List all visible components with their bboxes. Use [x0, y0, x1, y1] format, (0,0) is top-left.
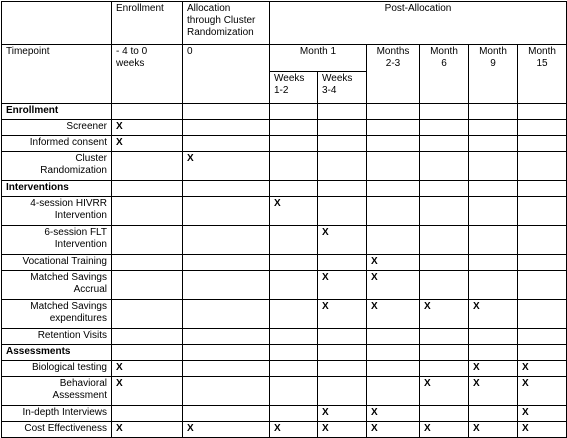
empty-cell: [270, 181, 318, 197]
empty-cell: [420, 271, 469, 300]
empty-cell: [420, 136, 469, 152]
empty-cell: [270, 152, 318, 181]
empty-cell: [112, 104, 183, 120]
empty-cell: [367, 197, 420, 226]
empty-cell: [318, 361, 367, 377]
empty-cell: [367, 136, 420, 152]
empty-cell: [518, 329, 567, 345]
activity-label: Matched Savings expenditures: [2, 300, 112, 329]
empty-cell: [367, 377, 420, 406]
check-mark: X: [469, 361, 518, 377]
activity-row: [2, 406, 567, 422]
timepoint-enrollment: - 4 to 0 weeks: [112, 45, 183, 104]
empty-cell: [420, 329, 469, 345]
empty-cell: [112, 271, 183, 300]
empty-cell: [420, 197, 469, 226]
empty-cell: [183, 226, 270, 255]
header-row: [2, 2, 567, 45]
activity-row: [2, 152, 567, 181]
activity-label: 6-session FLT Intervention: [2, 226, 112, 255]
activity-label: Behavioral Assessment: [2, 377, 112, 406]
empty-cell: [518, 152, 567, 181]
empty-cell: [318, 136, 367, 152]
empty-cell: [518, 345, 567, 361]
section-row: [2, 104, 567, 120]
empty-cell: [112, 329, 183, 345]
empty-cell: [183, 104, 270, 120]
empty-cell: [420, 152, 469, 181]
empty-cell: [270, 406, 318, 422]
empty-cell: [318, 104, 367, 120]
section-label: Interventions: [2, 181, 112, 197]
activity-row: [2, 136, 567, 152]
timepoint-row: [2, 45, 567, 72]
empty-cell: [183, 197, 270, 226]
empty-cell: [518, 197, 567, 226]
empty-cell: [518, 136, 567, 152]
empty-cell: [318, 255, 367, 271]
section-label: Assessments: [2, 345, 112, 361]
empty-cell: [183, 406, 270, 422]
check-mark: X: [367, 422, 420, 438]
timepoint-month-6: Month 6: [420, 45, 469, 104]
check-mark: X: [420, 377, 469, 406]
empty-cell: [469, 152, 518, 181]
activity-label: Informed consent: [2, 136, 112, 152]
empty-cell: [318, 120, 367, 136]
empty-cell: [469, 329, 518, 345]
empty-cell: [367, 361, 420, 377]
check-mark: X: [367, 300, 420, 329]
check-mark: X: [469, 422, 518, 438]
empty-cell: [183, 181, 270, 197]
activity-row: [2, 120, 567, 136]
activity-row: [2, 361, 567, 377]
empty-cell: [183, 271, 270, 300]
empty-cell: [367, 345, 420, 361]
empty-cell: [367, 226, 420, 255]
header-allocation: Allocation through Cluster Randomization: [183, 2, 270, 45]
section-label: Enrollment: [2, 104, 112, 120]
empty-cell: [469, 226, 518, 255]
empty-cell: [469, 136, 518, 152]
activity-row: [2, 197, 567, 226]
check-mark: X: [318, 271, 367, 300]
check-mark: X: [112, 136, 183, 152]
empty-cell: [318, 345, 367, 361]
header-post-allocation: Post-Allocation: [270, 2, 567, 45]
empty-cell: [183, 377, 270, 406]
empty-cell: [469, 120, 518, 136]
empty-cell: [420, 104, 469, 120]
empty-cell: [420, 345, 469, 361]
activity-label: Screener: [2, 120, 112, 136]
empty-cell: [270, 255, 318, 271]
empty-cell: [112, 300, 183, 329]
check-mark: X: [318, 406, 367, 422]
check-mark: X: [112, 422, 183, 438]
schedule-table: [1, 1, 567, 438]
empty-cell: [469, 255, 518, 271]
empty-cell: [270, 104, 318, 120]
empty-cell: [318, 197, 367, 226]
check-mark: X: [112, 377, 183, 406]
activity-row: [2, 300, 567, 329]
check-mark: X: [518, 422, 567, 438]
activity-row: [2, 329, 567, 345]
activity-label: Vocational Training: [2, 255, 112, 271]
empty-cell: [518, 104, 567, 120]
empty-cell: [469, 197, 518, 226]
empty-cell: [270, 345, 318, 361]
activity-label: Biological testing: [2, 361, 112, 377]
check-mark: X: [112, 120, 183, 136]
section-row: [2, 345, 567, 361]
timepoint-months-2-3: Months 2-3: [367, 45, 420, 104]
activity-label: In-depth Interviews: [2, 406, 112, 422]
empty-cell: [270, 377, 318, 406]
empty-cell: [270, 226, 318, 255]
check-mark: X: [270, 422, 318, 438]
check-mark: X: [367, 406, 420, 422]
check-mark: X: [469, 377, 518, 406]
empty-cell: [183, 329, 270, 345]
check-mark: X: [183, 152, 270, 181]
empty-cell: [270, 361, 318, 377]
empty-cell: [518, 226, 567, 255]
check-mark: X: [518, 406, 567, 422]
activity-label: Cluster Randomization: [2, 152, 112, 181]
empty-cell: [318, 377, 367, 406]
empty-cell: [270, 136, 318, 152]
timepoint-allocation: 0: [183, 45, 270, 104]
check-mark: X: [518, 377, 567, 406]
empty-cell: [469, 104, 518, 120]
check-mark: X: [367, 271, 420, 300]
activity-row: [2, 255, 567, 271]
timepoint-weeks-3-4: Weeks 3-4: [318, 72, 367, 104]
check-mark: X: [420, 422, 469, 438]
timepoint-label: Timepoint: [2, 45, 112, 104]
empty-cell: [469, 406, 518, 422]
empty-cell: [469, 181, 518, 197]
empty-cell: [518, 181, 567, 197]
activity-label: Cost Effectiveness: [2, 422, 112, 438]
empty-cell: [318, 181, 367, 197]
empty-cell: [469, 271, 518, 300]
empty-cell: [518, 120, 567, 136]
empty-cell: [270, 300, 318, 329]
empty-cell: [420, 181, 469, 197]
activity-row: [2, 422, 567, 438]
empty-cell: [112, 152, 183, 181]
check-mark: X: [183, 422, 270, 438]
empty-cell: [270, 329, 318, 345]
empty-cell: [420, 406, 469, 422]
empty-cell: [183, 361, 270, 377]
empty-cell: [367, 329, 420, 345]
empty-cell: [420, 361, 469, 377]
empty-cell: [183, 300, 270, 329]
activity-label: Retention Visits: [2, 329, 112, 345]
empty-cell: [270, 271, 318, 300]
empty-cell: [367, 152, 420, 181]
timepoint-month-9: Month 9: [469, 45, 518, 104]
empty-cell: [112, 226, 183, 255]
check-mark: X: [270, 197, 318, 226]
activity-label: 4-session HIVRR Intervention: [2, 197, 112, 226]
check-mark: X: [318, 226, 367, 255]
empty-cell: [518, 300, 567, 329]
section-row: [2, 181, 567, 197]
check-mark: X: [318, 300, 367, 329]
header-corner: [2, 2, 112, 45]
empty-cell: [518, 271, 567, 300]
activity-row: [2, 377, 567, 406]
empty-cell: [367, 104, 420, 120]
check-mark: X: [469, 300, 518, 329]
activity-row: [2, 226, 567, 255]
timepoint-month-1: Month 1: [270, 45, 367, 72]
check-mark: X: [420, 300, 469, 329]
empty-cell: [183, 136, 270, 152]
activity-row: [2, 271, 567, 300]
check-mark: X: [112, 361, 183, 377]
empty-cell: [318, 329, 367, 345]
empty-cell: [420, 255, 469, 271]
empty-cell: [367, 181, 420, 197]
header-enrollment: Enrollment: [112, 2, 183, 45]
empty-cell: [469, 345, 518, 361]
empty-cell: [270, 120, 318, 136]
empty-cell: [112, 255, 183, 271]
check-mark: X: [518, 361, 567, 377]
activity-label: Matched Savings Accrual: [2, 271, 112, 300]
empty-cell: [367, 120, 420, 136]
timepoint-weeks-1-2: Weeks 1-2: [270, 72, 318, 104]
empty-cell: [420, 120, 469, 136]
check-mark: X: [318, 422, 367, 438]
empty-cell: [318, 152, 367, 181]
empty-cell: [518, 255, 567, 271]
empty-cell: [183, 120, 270, 136]
empty-cell: [183, 255, 270, 271]
empty-cell: [112, 181, 183, 197]
empty-cell: [112, 406, 183, 422]
empty-cell: [420, 226, 469, 255]
empty-cell: [112, 197, 183, 226]
timepoint-month-15: Month 15: [518, 45, 567, 104]
empty-cell: [112, 345, 183, 361]
check-mark: X: [367, 255, 420, 271]
empty-cell: [183, 345, 270, 361]
